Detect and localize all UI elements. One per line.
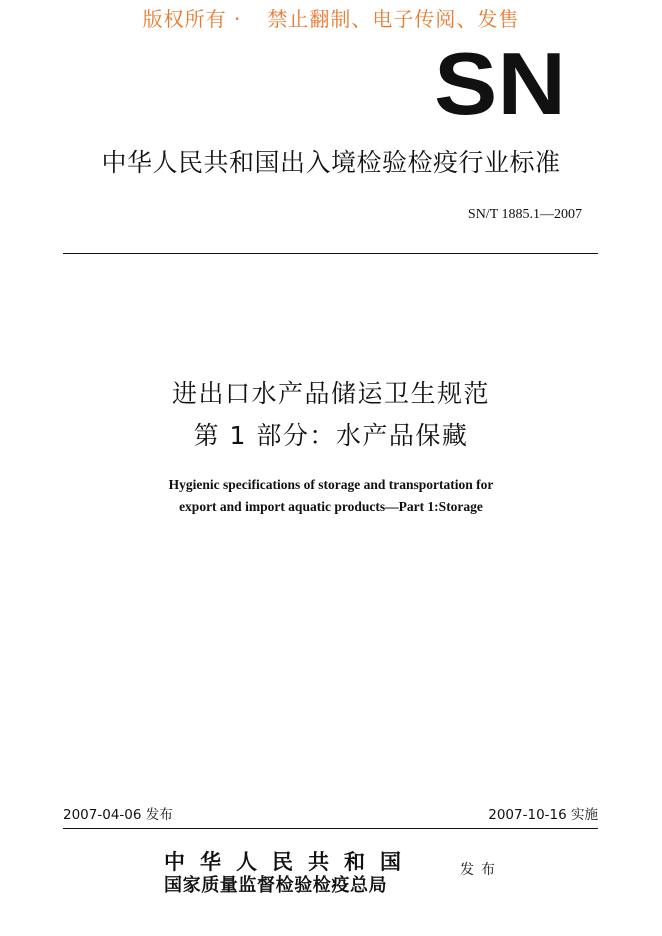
copyright-text-b: 禁止翻制、电子传阅、发售 xyxy=(267,7,520,31)
sn-logo-text: SN xyxy=(436,48,566,118)
publish-label: 发布 xyxy=(460,862,502,878)
sn-logo-graphic xyxy=(436,48,566,118)
top-divider xyxy=(63,253,598,254)
issuer-block xyxy=(164,850,416,898)
title-en-line2: export and import aquatic products—Part 1:Storage xyxy=(179,499,483,514)
bottom-divider xyxy=(63,828,598,829)
title-en-line1: Hygienic specifications of storage and transportation for xyxy=(168,477,494,492)
issue-date: 2007-04-06 发布 xyxy=(63,807,173,823)
organization-title: 中华人民共和国出入境检验检疫行业标准 xyxy=(101,148,561,177)
standard-number: SN/T 1885.1—2007 xyxy=(467,207,582,222)
title-cn-line2: 第 1 部分：水产品保藏 xyxy=(193,421,469,450)
issuer-line2: 国家质量监督检验检疫总局 xyxy=(164,875,388,896)
implementation-date: 2007-10-16 实施 xyxy=(488,807,598,823)
title-cn-line1: 进出口水产品储运卫生规范 xyxy=(171,379,490,408)
copyright-text-a: 版权所有 · xyxy=(142,7,242,31)
copyright-notice xyxy=(0,6,662,32)
issuer-line1: 中华人民共和国 xyxy=(164,849,416,874)
sn-logo xyxy=(436,48,566,118)
